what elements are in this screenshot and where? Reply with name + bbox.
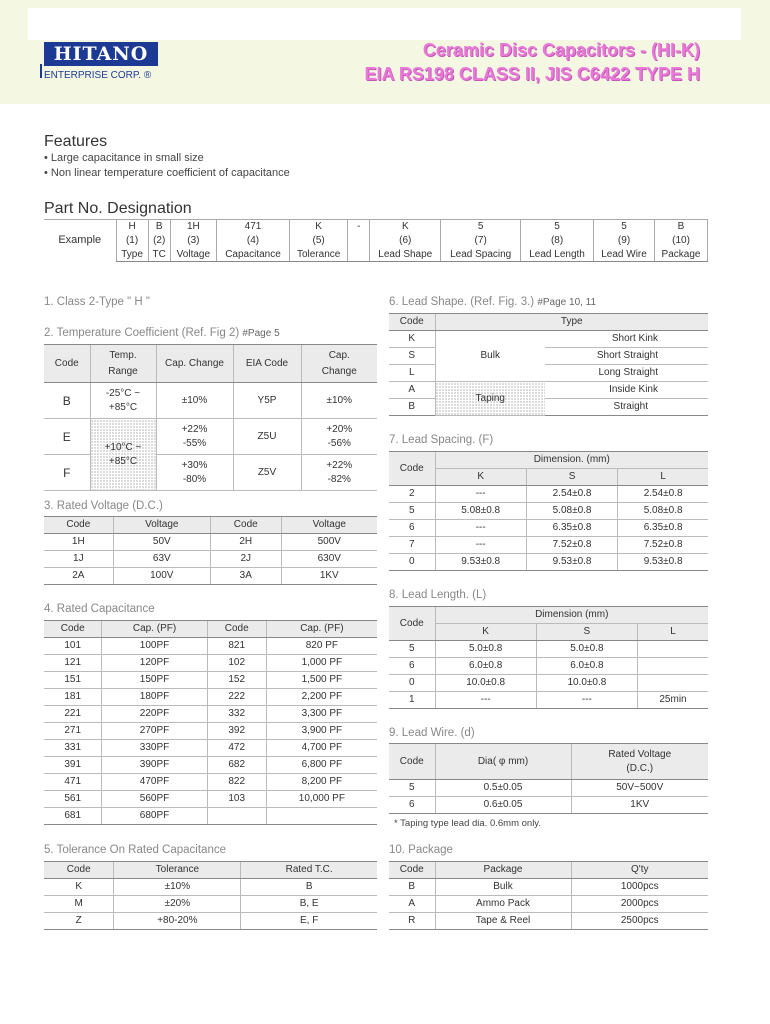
pn-code: 5: [594, 220, 655, 234]
temp-coefficient-title: 2. Temperature Coefficient (Ref. Fig 2): [44, 327, 240, 339]
th-s: S: [526, 469, 617, 486]
pn-code: 471: [216, 220, 289, 234]
part-no-table: [44, 219, 708, 262]
rv-voltage: 50V: [113, 534, 210, 551]
pk-package: Ammo Pack: [435, 896, 571, 913]
ls-code: A: [389, 382, 435, 399]
rc-cap: 4,700 PF: [266, 740, 377, 757]
tolerance-table: [44, 861, 377, 930]
rc-cap: 330PF: [102, 740, 207, 757]
th-code: Code: [389, 452, 435, 486]
rc-cap: 8,200 PF: [266, 774, 377, 791]
section-lead-length: 8. Lead Length. (L): [389, 589, 487, 601]
tol-rated-tc: E, F: [241, 913, 377, 930]
lw-dia: 0.6±0.05: [435, 797, 571, 814]
pk-qty: 1000pcs: [571, 879, 708, 896]
rc-code: [207, 808, 266, 825]
tc-cap-change-2: [301, 419, 377, 455]
lead-wire-note: * Taping type lead dia. 0.6mm only.: [394, 818, 541, 829]
sp-l: 7.52±0.8: [618, 537, 708, 554]
tol-code: M: [44, 896, 114, 913]
temp-coefficient-table: [44, 344, 377, 491]
ll-k: 6.0±0.8: [435, 658, 536, 675]
rc-cap: 100PF: [102, 638, 207, 655]
th-eia-code: EIA Code: [233, 345, 301, 383]
pk-package: Tape & Reel: [435, 913, 571, 930]
sp-l: 2.54±0.8: [618, 486, 708, 503]
tc-cap-minus: -80%: [182, 473, 207, 485]
th-temp: Temp.: [109, 349, 137, 361]
th-code: Code: [207, 621, 266, 638]
rc-code: 391: [44, 757, 102, 774]
part-no-heading: Part No. Designation: [44, 200, 192, 217]
section-package: 10. Package: [389, 844, 453, 856]
pk-package: Bulk: [435, 879, 571, 896]
pn-name: Capacitance: [216, 248, 289, 262]
pn-code: H: [116, 220, 148, 234]
package-table: [389, 861, 708, 930]
rv-code: 2A: [44, 568, 113, 585]
rc-code: 152: [207, 672, 266, 689]
tc-cap-plus: +20%: [326, 423, 353, 435]
tol-rated-tc: B, E: [241, 896, 377, 913]
rc-code: 332: [207, 706, 266, 723]
rc-cap: 3,300 PF: [266, 706, 377, 723]
pn-name: Lead Length: [521, 248, 594, 262]
pn-name: TC: [148, 248, 170, 262]
tol-value: ±10%: [114, 879, 241, 896]
ls-code: K: [389, 331, 435, 348]
th-cap-pf: Cap. (PF): [102, 621, 207, 638]
rv-voltage: 500V: [281, 534, 377, 551]
th-package: Package: [435, 862, 571, 879]
ll-code: 5: [389, 641, 435, 658]
sp-s: 7.52±0.8: [526, 537, 617, 554]
ll-l: 25min: [638, 692, 709, 709]
rv-voltage: 1KV: [281, 568, 377, 585]
rc-code: 822: [207, 774, 266, 791]
th-dimension: Dimension (mm): [435, 607, 708, 624]
tc-cap-change-2: [301, 455, 377, 491]
page-ref: #Page 5: [242, 328, 280, 339]
rv-code: 1J: [44, 551, 113, 568]
tol-code: K: [44, 879, 114, 896]
section-temp-coefficient: [44, 327, 280, 339]
tol-code: Z: [44, 913, 114, 930]
features-heading: Features: [44, 133, 108, 150]
lead-shape-table: [389, 313, 708, 416]
pn-code: 1H: [170, 220, 216, 234]
rc-cap: 2,200 PF: [266, 689, 377, 706]
rv-voltage: 630V: [281, 551, 377, 568]
section-class-type: 1. Class 2-Type " H ": [44, 296, 150, 308]
sp-s: 5.08±0.8: [526, 503, 617, 520]
th-code: Code: [389, 744, 435, 780]
pn-index: (7): [441, 234, 521, 248]
th-cap: Cap.: [328, 349, 350, 361]
pn-index: (6): [370, 234, 441, 248]
rc-cap: 3,900 PF: [266, 723, 377, 740]
sp-code: 0: [389, 554, 435, 571]
rc-cap: 150PF: [102, 672, 207, 689]
rc-code: 222: [207, 689, 266, 706]
pk-code: A: [389, 896, 435, 913]
pn-code: B: [148, 220, 170, 234]
rc-cap: 390PF: [102, 757, 207, 774]
th-cap-pf: Cap. (PF): [266, 621, 377, 638]
ll-k: 5.0±0.8: [435, 641, 536, 658]
ls-type: Inside Kink: [545, 382, 708, 399]
rated-capacitance-table: [44, 620, 377, 825]
tc-code: F: [44, 455, 90, 491]
lead-spacing-table: [389, 451, 708, 571]
pn-name: [348, 248, 370, 262]
th-voltage: Voltage: [113, 517, 210, 534]
th-code: Code: [389, 607, 435, 641]
rc-cap: 120PF: [102, 655, 207, 672]
lw-code: 5: [389, 780, 435, 797]
ls-type: Straight: [545, 399, 708, 416]
th-tolerance: Tolerance: [114, 862, 241, 879]
th-code: Code: [210, 517, 281, 534]
tc-cap-change: ±10%: [156, 383, 233, 419]
th-l: L: [618, 469, 708, 486]
th-qty: Q'ty: [571, 862, 708, 879]
rv-code: 2J: [210, 551, 281, 568]
rc-code: 681: [44, 808, 102, 825]
tc-cap-minus: -82%: [327, 473, 351, 485]
tc-code: B: [44, 383, 90, 419]
pn-index: (3): [170, 234, 216, 248]
ll-l: [638, 641, 709, 658]
rc-code: 181: [44, 689, 102, 706]
th-range: Range: [108, 365, 138, 377]
rc-cap: 1,500 PF: [266, 672, 377, 689]
section-lead-wire: 9. Lead Wire. (d): [389, 727, 475, 739]
page-ref: #Page 10, 11: [537, 297, 597, 308]
ll-s: ---: [536, 692, 637, 709]
sp-s: 6.35±0.8: [526, 520, 617, 537]
tc-eia-code: Z5V: [233, 455, 301, 491]
pn-index: (4): [216, 234, 289, 248]
header-white-strip: [28, 8, 741, 40]
tc-eia-code: Z5U: [233, 419, 301, 455]
ls-code: B: [389, 399, 435, 416]
lw-voltage: 50V~500V: [571, 780, 708, 797]
rv-voltage: 63V: [113, 551, 210, 568]
sp-code: 7: [389, 537, 435, 554]
pn-index: [348, 234, 370, 248]
th-type: Type: [435, 314, 708, 331]
th-rated-voltage: [571, 744, 708, 780]
pn-code: -: [348, 220, 370, 234]
pn-name: Tolerance: [290, 248, 348, 262]
th-code: Code: [44, 621, 102, 638]
rc-code: 472: [207, 740, 266, 757]
ll-l: [638, 675, 709, 692]
rv-code: 1H: [44, 534, 113, 551]
th-change: Change: [321, 365, 357, 377]
rated-voltage-table: [44, 516, 377, 585]
ll-s: 10.0±0.8: [536, 675, 637, 692]
rc-cap: [266, 808, 377, 825]
page-subtitle: EIA RS198 CLASS II, JIS C6422 TYPE H: [364, 64, 700, 84]
tc-cap-change-2: ±10%: [301, 383, 377, 419]
th-cap-change: Cap. Change: [156, 345, 233, 383]
pn-index: (5): [290, 234, 348, 248]
th-dimension: Dimension. (mm): [435, 452, 708, 469]
ls-type: Short Straight: [545, 348, 708, 365]
tc-temp-low: -25°C ~: [105, 387, 141, 399]
lw-voltage: 1KV: [571, 797, 708, 814]
th-rated-voltage-line2: (D.C.): [626, 762, 654, 774]
lw-dia: 0.5±0.05: [435, 780, 571, 797]
section-lead-spacing: 7. Lead Spacing. (F): [389, 434, 494, 446]
rc-code: 151: [44, 672, 102, 689]
ls-group-bulk: Bulk: [435, 331, 545, 382]
pn-index: (2): [148, 234, 170, 248]
sp-s: 2.54±0.8: [526, 486, 617, 503]
sp-k: ---: [435, 537, 526, 554]
tc-temp-low: +10°C ~: [104, 441, 142, 453]
th-dia: Dia( φ mm): [435, 744, 571, 780]
pn-name: Lead Shape: [370, 248, 441, 262]
rc-code: 102: [207, 655, 266, 672]
tc-code: E: [44, 419, 90, 455]
company-name: ENTERPRISE CORP. ®: [44, 70, 152, 81]
rc-cap: 560PF: [102, 791, 207, 808]
sp-code: 2: [389, 486, 435, 503]
tc-cap-change: [156, 455, 233, 491]
ls-code: S: [389, 348, 435, 365]
rc-code: 821: [207, 638, 266, 655]
tc-cap-plus: +30%: [181, 459, 208, 471]
rc-cap: 820 PF: [266, 638, 377, 655]
pn-name: Lead Wire: [594, 248, 655, 262]
rc-code: 682: [207, 757, 266, 774]
rv-code: 3A: [210, 568, 281, 585]
pn-code: K: [290, 220, 348, 234]
pk-code: B: [389, 879, 435, 896]
rc-code: 101: [44, 638, 102, 655]
pn-name: Type: [116, 248, 148, 262]
lead-length-table: [389, 606, 708, 709]
pn-code: 5: [441, 220, 521, 234]
lead-wire-table: [389, 743, 708, 814]
pn-index: (8): [521, 234, 594, 248]
pn-code: B: [655, 220, 708, 234]
th-k: K: [435, 624, 536, 641]
tc-temp-high: +85°C: [108, 401, 138, 413]
th-temp-range: [90, 345, 156, 383]
th-rated-voltage-line1: Rated Voltage: [608, 748, 672, 760]
tc-cap-minus: -55%: [182, 437, 207, 449]
ll-l: [638, 658, 709, 675]
example-label: Example: [44, 220, 116, 262]
th-voltage: Voltage: [281, 517, 377, 534]
th-code: Code: [44, 517, 113, 534]
th-code: Code: [389, 314, 435, 331]
sp-s: 9.53±0.8: [526, 554, 617, 571]
pn-index: (9): [594, 234, 655, 248]
logo-accent-line: [40, 64, 42, 78]
rc-cap: 680PF: [102, 808, 207, 825]
rc-code: 331: [44, 740, 102, 757]
rc-cap: 10,000 PF: [266, 791, 377, 808]
th-cap-change-2: [301, 345, 377, 383]
section-lead-shape: [389, 296, 596, 308]
lead-shape-title: 6. Lead Shape. (Ref. Fig. 3.): [389, 296, 535, 308]
tc-eia-code: Y5P: [233, 383, 301, 419]
pk-qty: 2500pcs: [571, 913, 708, 930]
rc-code: 221: [44, 706, 102, 723]
rc-code: 471: [44, 774, 102, 791]
th-code: Code: [44, 345, 90, 383]
rc-code: 121: [44, 655, 102, 672]
th-l: L: [638, 624, 709, 641]
pn-code: K: [370, 220, 441, 234]
th-code: Code: [44, 862, 114, 879]
ls-code: L: [389, 365, 435, 382]
ll-k: 10.0±0.8: [435, 675, 536, 692]
pn-index: (1): [116, 234, 148, 248]
tc-cap-plus: +22%: [181, 423, 208, 435]
pn-code: 5: [521, 220, 594, 234]
tc-cap-minus: -56%: [327, 437, 351, 449]
rc-cap: 470PF: [102, 774, 207, 791]
ls-type: Long Straight: [545, 365, 708, 382]
pn-name: Voltage: [170, 248, 216, 262]
rc-code: 271: [44, 723, 102, 740]
rc-code: 103: [207, 791, 266, 808]
ll-s: 6.0±0.8: [536, 658, 637, 675]
sp-code: 5: [389, 503, 435, 520]
tol-rated-tc: B: [241, 879, 377, 896]
tc-temp-high: +85°C: [108, 455, 138, 467]
pk-code: R: [389, 913, 435, 930]
pn-name: Package: [655, 248, 708, 262]
rc-cap: 1,000 PF: [266, 655, 377, 672]
sp-k: ---: [435, 486, 526, 503]
rv-code: 2H: [210, 534, 281, 551]
tc-temp-range: [90, 383, 156, 419]
tc-cap-plus: +22%: [326, 459, 353, 471]
sp-code: 6: [389, 520, 435, 537]
ll-code: 1: [389, 692, 435, 709]
ll-code: 6: [389, 658, 435, 675]
rc-cap: 180PF: [102, 689, 207, 706]
section-rated-voltage: 3. Rated Voltage (D.C.): [44, 500, 163, 512]
rc-code: 392: [207, 723, 266, 740]
ll-k: ---: [435, 692, 536, 709]
rc-code: 561: [44, 791, 102, 808]
lw-code: 6: [389, 797, 435, 814]
section-rated-capacitance: 4. Rated Capacitance: [44, 603, 155, 615]
sp-k: 5.08±0.8: [435, 503, 526, 520]
tc-cap-change: [156, 419, 233, 455]
ll-s: 5.0±0.8: [536, 641, 637, 658]
rv-voltage: 100V: [113, 568, 210, 585]
ll-code: 0: [389, 675, 435, 692]
feature-item: • Non linear temperature coefficient of capacitance: [44, 167, 290, 179]
pn-index: (10): [655, 234, 708, 248]
th-code: Code: [389, 862, 435, 879]
th-k: K: [435, 469, 526, 486]
sp-l: 5.08±0.8: [618, 503, 708, 520]
ls-group-taping: Taping: [435, 382, 545, 416]
rc-cap: 6,800 PF: [266, 757, 377, 774]
pn-name: Lead Spacing: [441, 248, 521, 262]
tol-value: ±20%: [114, 896, 241, 913]
tol-value: +80-20%: [114, 913, 241, 930]
rc-cap: 220PF: [102, 706, 207, 723]
ls-type: Short Kink: [545, 331, 708, 348]
section-tolerance: 5. Tolerance On Rated Capacitance: [44, 844, 226, 856]
rc-cap: 270PF: [102, 723, 207, 740]
th-s: S: [536, 624, 637, 641]
sp-l: 9.53±0.8: [618, 554, 708, 571]
tc-temp-range: [90, 419, 156, 491]
sp-k: ---: [435, 520, 526, 537]
hitano-logo: HITANO: [44, 42, 158, 66]
pk-qty: 2000pcs: [571, 896, 708, 913]
page-title: Ceramic Disc Capacitors - (HI-K): [422, 40, 700, 60]
sp-l: 6.35±0.8: [618, 520, 708, 537]
sp-k: 9.53±0.8: [435, 554, 526, 571]
feature-item: • Large capacitance in small size: [44, 152, 204, 164]
th-rated-tc: Rated T.C.: [241, 862, 377, 879]
